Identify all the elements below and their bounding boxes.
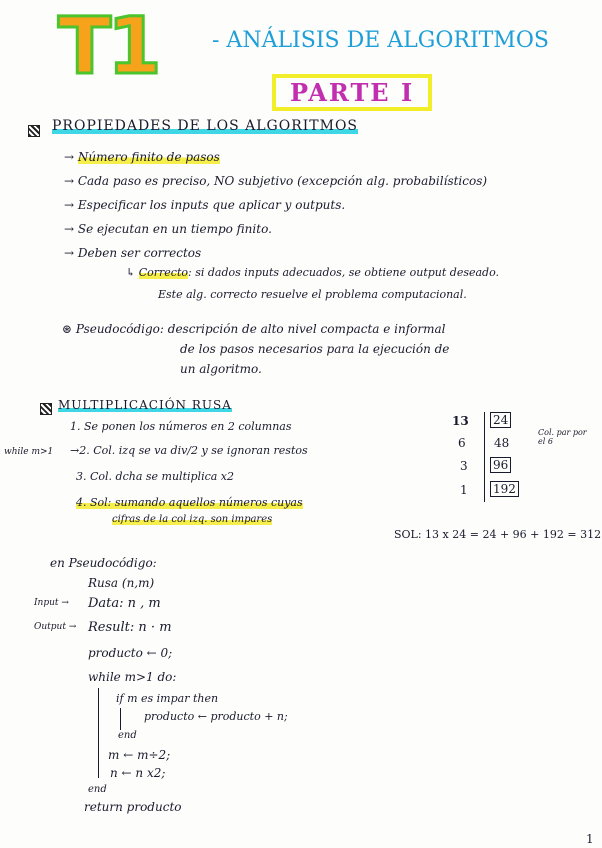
rusa-step: →2. Col. izq se va div/2 y se ignoran restos xyxy=(70,444,308,457)
arrow-icon: → xyxy=(64,150,78,164)
input-label: Input → xyxy=(34,598,69,608)
properties-heading: PROPIEDADES DE LOS ALGORITMOS xyxy=(52,118,359,134)
rusa-step: 1. Se ponen los números en 2 columnas xyxy=(70,420,292,433)
pseudocode-line-3: un algoritmo. xyxy=(180,362,262,376)
while-block-line xyxy=(98,688,99,778)
property-item: → Número finito de pasos xyxy=(64,150,220,164)
pseudocode-definition: ⊛ Pseudocódigo: descripción de alto nivel compacta e informal xyxy=(62,322,446,336)
code-line: end xyxy=(88,784,107,795)
code-line: n ← n x2; xyxy=(110,766,166,780)
page-title: - ANÁLISIS DE ALGORITMOS xyxy=(212,28,549,53)
property-item: → Especificar los inputs que aplicar y outputs. xyxy=(64,198,346,212)
correct-definition: ↳ Correcto: si dados inputs adecuados, se obtiene output deseado. xyxy=(126,266,500,279)
table-left: 1 xyxy=(460,483,468,497)
output-label: Output → xyxy=(34,622,77,632)
arrow-icon: ↳ xyxy=(126,266,139,279)
rusa-step: cifras de la col izq. son impares xyxy=(112,514,273,525)
code-line: if m es impar then xyxy=(116,692,219,705)
data-line: Data: n , m xyxy=(88,596,161,611)
unit-badge: T1 xyxy=(58,2,158,92)
table-right: 96 xyxy=(490,457,511,473)
solution: SOL: 13 x 24 = 24 + 96 + 192 = 312 xyxy=(394,528,602,541)
code-line: producto ← producto + n; xyxy=(144,710,288,723)
arrow-icon: → xyxy=(64,174,78,188)
page-number: 1 xyxy=(586,832,594,846)
code-line: m ← m÷2; xyxy=(108,748,171,762)
gear-icon: ⊛ xyxy=(62,322,76,336)
table-right: 48 xyxy=(494,436,510,450)
table-divider xyxy=(484,412,485,502)
if-block-line xyxy=(120,708,121,730)
section-bullet-icon xyxy=(28,125,40,137)
rusa-step: 3. Col. dcha se multiplica x2 xyxy=(76,470,235,483)
arrow-icon: → xyxy=(64,222,78,236)
code-signature: Rusa (n,m) xyxy=(88,576,155,590)
arrow-icon: → xyxy=(70,444,80,457)
code-line: end xyxy=(118,730,137,741)
correct-definition-2: Este alg. correcto resuelve el problema computacional. xyxy=(158,288,467,301)
table-note: Col. par por el 6 xyxy=(538,428,587,446)
table-left: 13 xyxy=(452,414,469,428)
table-right: 24 xyxy=(490,412,511,428)
arrow-icon: → xyxy=(64,198,78,212)
code-line: return producto xyxy=(84,800,182,814)
property-item: → Se ejecutan en un tiempo finito. xyxy=(64,222,272,236)
rusa-side-note: while m>1 xyxy=(4,447,54,457)
table-right: 192 xyxy=(490,481,519,497)
arrow-icon: → xyxy=(64,246,78,260)
result-line: Result: n · m xyxy=(88,620,172,635)
table-left: 6 xyxy=(458,436,466,450)
code-line: producto ← 0; xyxy=(88,646,173,660)
table-left: 3 xyxy=(460,459,468,473)
section-bullet-icon xyxy=(40,403,52,415)
code-intro: en Pseudocódigo: xyxy=(50,556,157,570)
pseudocode-line-2: de los pasos necesarios para la ejecución de xyxy=(180,342,450,356)
rusa-step: 4. Sol: sumando aquellos números cuyas xyxy=(76,496,303,509)
code-line: while m>1 do: xyxy=(88,670,177,684)
property-item: → Deben ser correctos xyxy=(64,246,202,260)
part-label: PARTE I xyxy=(272,74,432,111)
rusa-heading: MULTIPLICACIÓN RUSA xyxy=(58,398,232,412)
property-item: → Cada paso es preciso, NO subjetivo (excepción alg. probabilísticos) xyxy=(64,174,488,188)
